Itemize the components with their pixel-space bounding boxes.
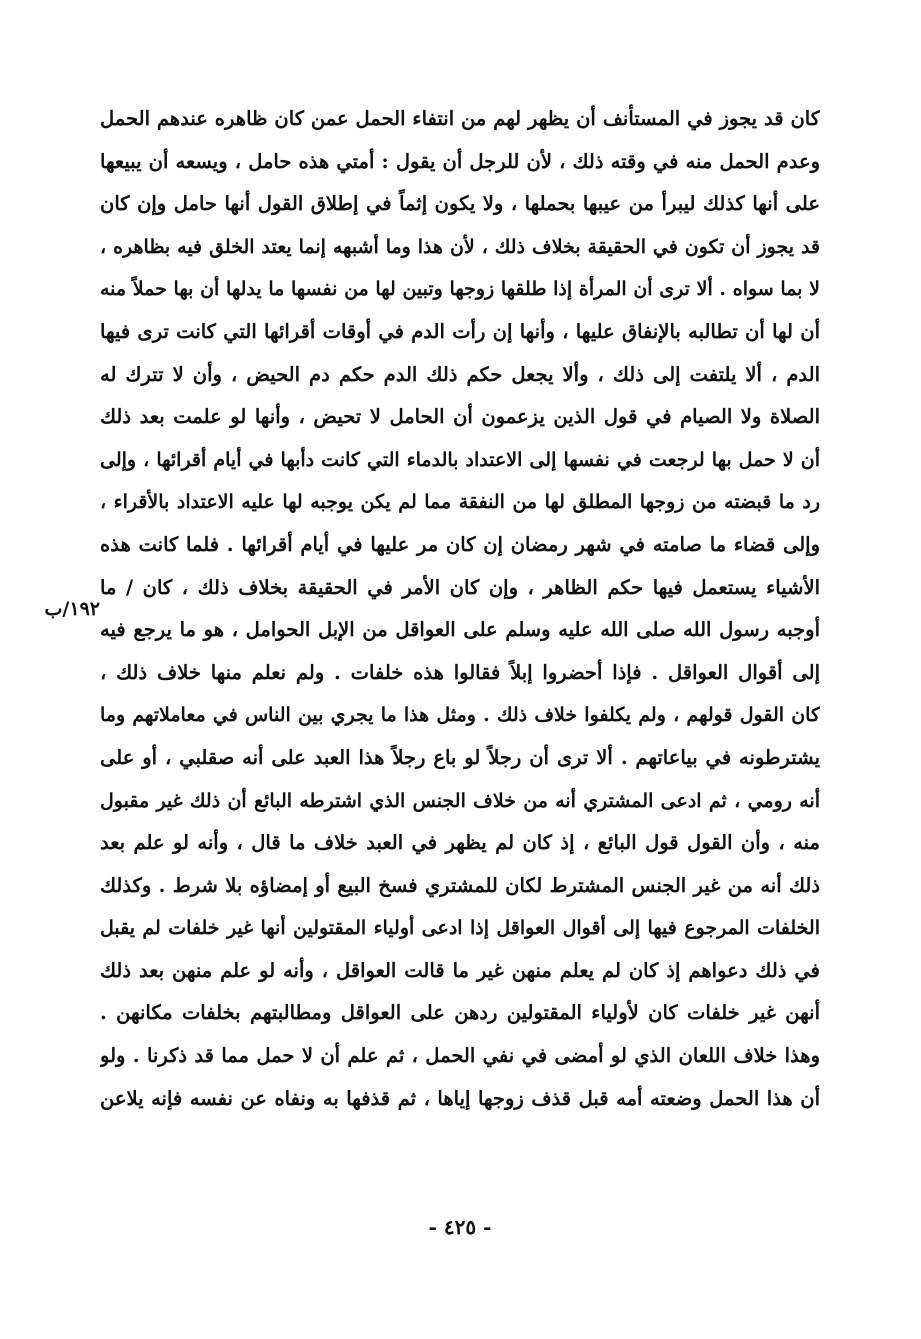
text-line: كان قد يجوز في المستأنف أن يظهر لهم من انتفاء الحمل عمن كان ظاهره عندهم الحمل: [100, 107, 820, 130]
text-line: لا بما سواه . ألا ترى أن المرأة إذا طلقها زوجها وتبين لها من نفسها ما يدلها أن بها حملاً منه: [100, 278, 820, 301]
text-line: أوجبه رسول الله صلى الله عليه وسلم على العواقل من الإبل الحوامل ، هو ما يرجع فيه: [100, 618, 820, 642]
text-line: على أنها كذلك ليبرأ من عيبها بحملها ، ولا يكون إثماً في إطلاق القول أنها حامل وإن كان: [100, 192, 820, 216]
body-text: [100, 98, 820, 1120]
text-line: أنهن غير خلفات كان لأولياء المقتولين ردهن على العواقل ومطالبتهم بخلفات مكانهن .: [100, 1001, 820, 1025]
text-line: الأشياء يستعمل فيها حكم الظاهر ، وإن كان الأمر في الحقيقة بخلاف ذلك ، كان / ما: [100, 575, 820, 599]
text-line: قد يجوز أن تكون في الحقيقة بخلاف ذلك ، لأن هذا وما أشبهه إنما يعتد الخلق فيه بظاهره ،: [100, 235, 820, 258]
text-line: يشترطونه في بياعاتهم . ألا ترى أن رجلاً لو باع رجلاً هذا العبد على أنه صقلبي ، أو على: [100, 745, 820, 769]
text-line: أن لا حمل بها لرجعت في نفسها إلى الاعتداد بالدماء التي كانت دأبها في أيام أقرائها ، وإلى: [100, 448, 820, 471]
text-line: وإلى قضاء ما صامته في شهر رمضان إن كان مر عليها في أيام أقرائها . فلما كانت هذه: [100, 532, 820, 556]
text-line: أنه رومي ، ثم ادعى المشتري أنه من خلاف الجنس الذي اشترطه البائع أن ذلك غير مقبول: [100, 789, 820, 812]
margin-folio-note: ١٩٢/ب: [44, 598, 100, 620]
text-line: رد ما قبضته من زوجها المطلق لها من النفقة مما لم يكن يوجبه لها عليه الاعتداد بالأقراء ،: [100, 491, 820, 514]
text-line: إلى أقوال العواقل . فإذا أحضروا إبلاً فقالوا هذه خلفات . ولم نعلم منها خلاف ذلك ،: [100, 660, 820, 684]
text-line: ذلك أنه من غير الجنس المشترط لكان للمشتري فسخ البيع أو إمضاؤه بلا شرط . وكذلك: [100, 873, 820, 897]
text-line: منه ، وأن القول قول البائع ، إذ كان لم يظهر في العبد خلاف ما قال ، وأنه لو علم بعد: [100, 831, 820, 855]
text-line: كان القول قولهم ، ولم يكلفوا خلاف ذلك . ومثل هذا ما يجري بين الناس في معاملاتهم وما: [100, 704, 820, 727]
text-line: أن لها أن تطالبه بالإنفاق عليها ، وأنها إن رأت الدم في أوقات أقرائها التي كانت ترى فيها: [100, 319, 820, 343]
text-line: أن هذا الحمل وضعته أمه قبل قذف زوجها إياها ، ثم قذفها به ونفاه عن نفسه فإنه يلاعن: [100, 1086, 820, 1110]
text-line: في ذلك دعواهم إذ كان لم يعلم منهن غير ما قالت العواقل ، وأنه لو علم منهن بعد ذلك: [100, 958, 820, 982]
page-number: - ٤٢٥ -: [428, 1215, 492, 1239]
text-line: وهذا خلاف اللعان الذي لو أمضى في نفي الحمل ، ثم علم أن لا حمل مما قد ذكرنا . ولو: [100, 1044, 820, 1068]
text-line: الصلاة ولا الصيام في قول الذين يزعمون أن الحامل لا تحيض ، وأنها لو علمت بعد ذلك: [100, 405, 820, 429]
text-line: الدم ، ألا يلتفت إلى ذلك ، وألا يجعل حكم ذلك الدم حكم دم الحيض ، وأن لا تترك له: [100, 362, 820, 386]
text-line: الخلفات المرجوع فيها إلى أقوال العواقل إذا ادعى أولياء المقتولين أنها غير خلفات لم يقبل: [100, 917, 820, 940]
text-line: وعدم الحمل منه في وقته ذلك ، لأن للرجل أن يقول : أمتي هذه حامل ، ويسعه أن يبيعها: [100, 149, 820, 173]
